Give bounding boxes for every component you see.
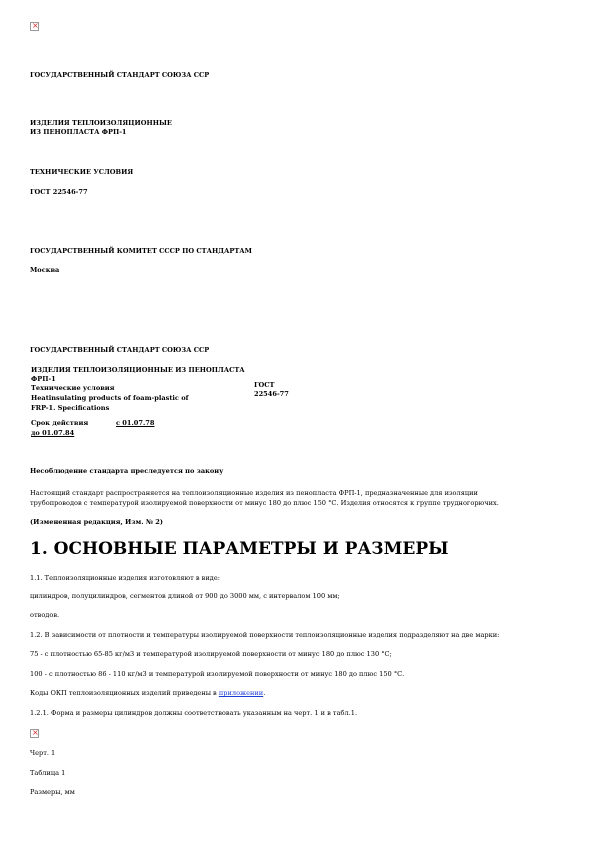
title-block-line: ФРП-1 [31, 375, 56, 383]
title-block-line: Heatinsulating products of foam-plastic of [31, 394, 189, 402]
clause-1-1-item: цилиндров, полуцилиндров, сегментов длиной от 900 до 3000 мм, с интервалом 100 мм; [30, 592, 340, 600]
dimensions-note: Размеры, мм [30, 788, 75, 796]
clause-1-1: 1.1. Теплоизоляционные изделия изготовляют в виде: [30, 574, 220, 582]
title-block-line: ИЗДЕЛИЯ ТЕПЛОИЗОЛЯЦИОННЫЕ ИЗ ПЕНОПЛАСТА [31, 366, 245, 374]
okp-codes-end: . [263, 689, 266, 697]
intro-paragraph-line-1: Настоящий стандарт распространяется на теплоизоляционные изделия из пенопласта ФРП-1, предназначенные для изоляции [30, 489, 478, 497]
drawing-caption: Черт. 1 [30, 749, 56, 757]
clause-1-1-item: отводов. [30, 611, 60, 619]
city: Москва [30, 266, 60, 274]
validity-from: с 01.07.78 [116, 419, 155, 427]
clause-1-2: 1.2. В зависимости от плотности и температуры изолируемой поверхности теплоизоляционные изделия подразделяют на две марки: [30, 631, 500, 639]
broken-image-icon [30, 22, 39, 31]
spec-heading: ТЕХНИЧЕСКИЕ УСЛОВИЯ [30, 168, 134, 176]
okp-codes-text: Коды ОКП теплоизоляционных изделий приведены в [30, 689, 219, 697]
title-line-1: ИЗДЕЛИЯ ТЕПЛОИЗОЛЯЦИОННЫЕ [30, 119, 172, 127]
table-caption: Таблица 1 [30, 769, 66, 777]
validity-to: до 01.07.84 [31, 429, 75, 437]
state-standard-heading: ГОСУДАРСТВЕННЫЙ СТАНДАРТ СОЮЗА ССР [30, 71, 210, 79]
appendix-link[interactable]: приложении [218, 689, 264, 697]
amendment-note: (Измененная редакция, Изм. № 2) [30, 518, 163, 526]
intro-paragraph-line-2: трубопроводов с температурой изолируемой поверхности от минус 180 до плюс 150 °С. Изделия относятся к группе трудногорючих. [30, 499, 499, 507]
title-line-2: ИЗ ПЕНОПЛАСТА ФРП-1 [30, 128, 127, 136]
gost-label: ГОСТ [254, 381, 275, 389]
clause-1-2-item: 100 - с плотностью 86 - 110 кг/м3 и температурой изолируемой поверхности от минус 180 до плюс 150 °С. [30, 670, 405, 678]
title-block-line: Технические условия [31, 384, 115, 392]
okp-codes-line [30, 689, 265, 697]
penalty-note: Несоблюдение стандарта преследуется по закону [30, 467, 224, 475]
broken-image-icon [30, 729, 39, 738]
committee-heading: ГОСУДАРСТВЕННЫЙ КОМИТЕТ СССР ПО СТАНДАРТАМ [30, 247, 252, 255]
title-block-line: FRP-1. Specifications [31, 404, 110, 412]
section-title: 1. ОСНОВНЫЕ ПАРАМЕТРЫ И РАЗМЕРЫ [30, 539, 449, 559]
clause-1-2-item: 75 - с плотностью 65-85 кг/м3 и температурой изолируемой поверхности от минус 180 до плюс 130 °С; [30, 650, 392, 658]
state-standard-heading-2: ГОСУДАРСТВЕННЫЙ СТАНДАРТ СОЮЗА ССР [30, 346, 210, 354]
gost-number: ГОСТ 22546-77 [30, 188, 88, 196]
gost-label-number: 22546-77 [254, 390, 289, 398]
clause-1-2-1: 1.2.1. Форма и размеры цилиндров должны соответствовать указанным на черт. 1 и в табл.1. [30, 709, 358, 717]
validity-label: Срок действия [31, 419, 89, 427]
